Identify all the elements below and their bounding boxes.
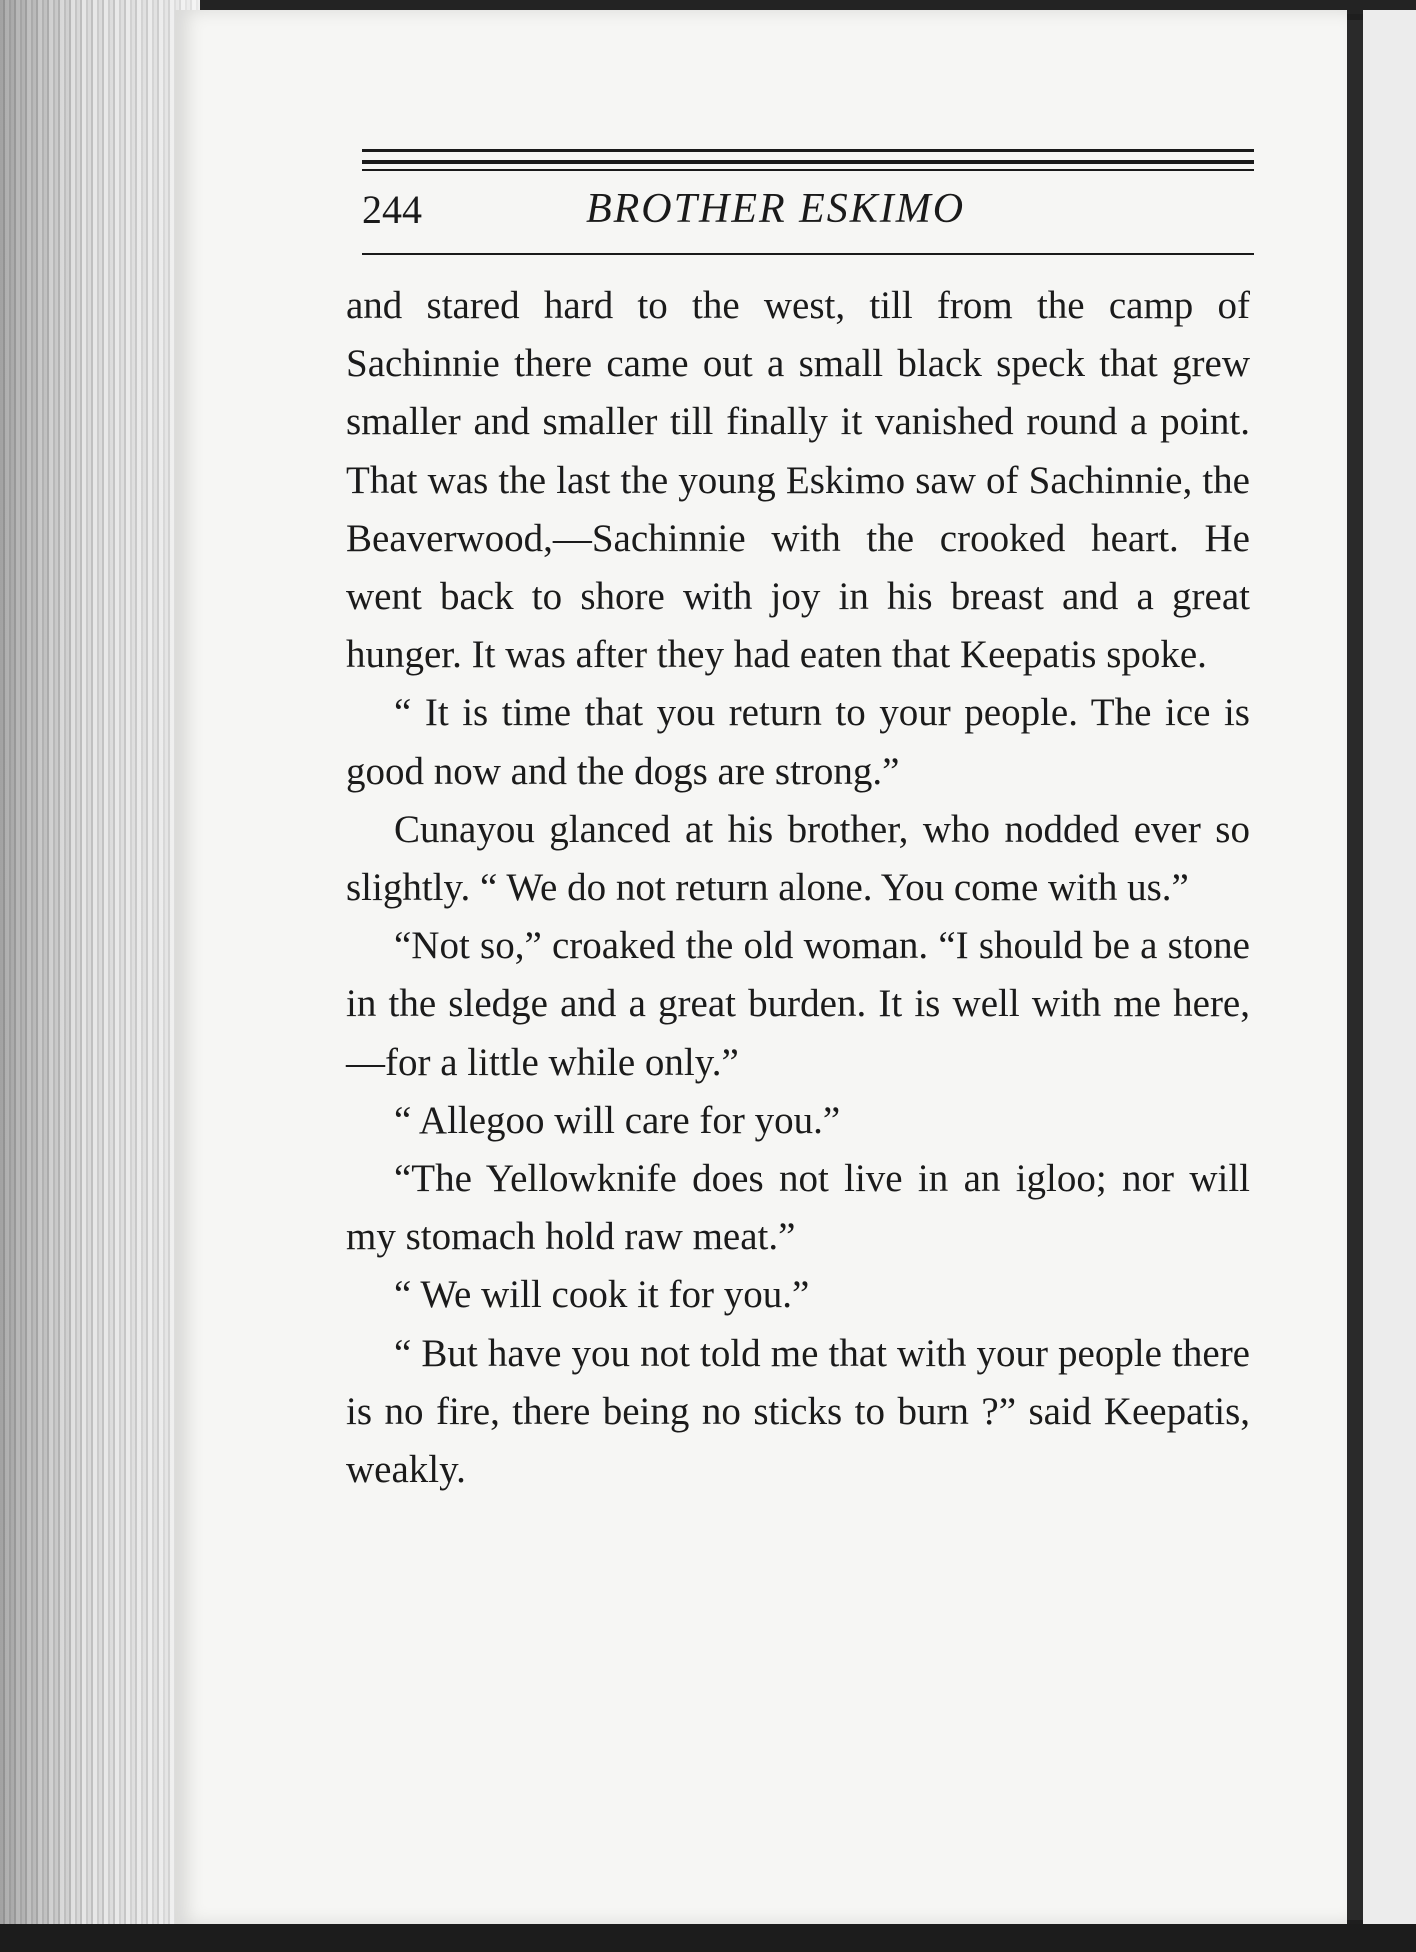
paragraph: and stared hard to the west, till from the camp of Sachinnie there came out a small black speck that grew smaller and smaller till finally it vanished round a point. That was the last the young Eskimo saw of Sachinnie, the Beaverwood,—Sachinnie with the crooked heart. He went back to shore with joy in his breast and a great hunger. It was after they had eaten that Keepatis spoke.	[346, 284, 1250, 677]
paragraph: “ It is time that you return to your people. The ice is good now and the dogs are strong.”	[346, 691, 1250, 793]
paragraph: “The Yellowknife does not live in an igloo; nor will my stomach hold raw meat.”	[346, 1157, 1250, 1259]
paragraph: “ We will cook it for you.”	[394, 1273, 810, 1317]
page-number: 244	[362, 187, 422, 232]
paragraph: Cunayou glanced at his brother, who nodded ever so slightly. “ We do not return alone. You come with us.”	[346, 807, 1250, 910]
header-rule-bottom	[362, 253, 1254, 255]
header-rule-top	[362, 149, 1254, 152]
running-header	[362, 180, 1254, 244]
book-gutter-shadow	[0, 0, 200, 1930]
body-text	[346, 277, 1250, 1499]
paragraph: “Not so,” croaked the old woman. “I should be a stone in the sledge and a great burden. It is well with me here,—for a little while only.”	[346, 924, 1250, 1084]
scan-bottom-border	[0, 1924, 1416, 1952]
paragraph: “ Allegoo will care for you.”	[394, 1098, 841, 1142]
header-rule-lower	[362, 169, 1254, 171]
running-title: BROTHER ESKIMO	[586, 186, 966, 232]
scan-right-margin	[1363, 10, 1416, 1924]
paragraph: “ But have you not told me that with your people there is no fire, there being no sticks to burn ?” said Keepatis, weakly.	[346, 1331, 1250, 1492]
header-rule-middle	[362, 160, 1254, 164]
book-cover-edge	[1347, 20, 1363, 1920]
